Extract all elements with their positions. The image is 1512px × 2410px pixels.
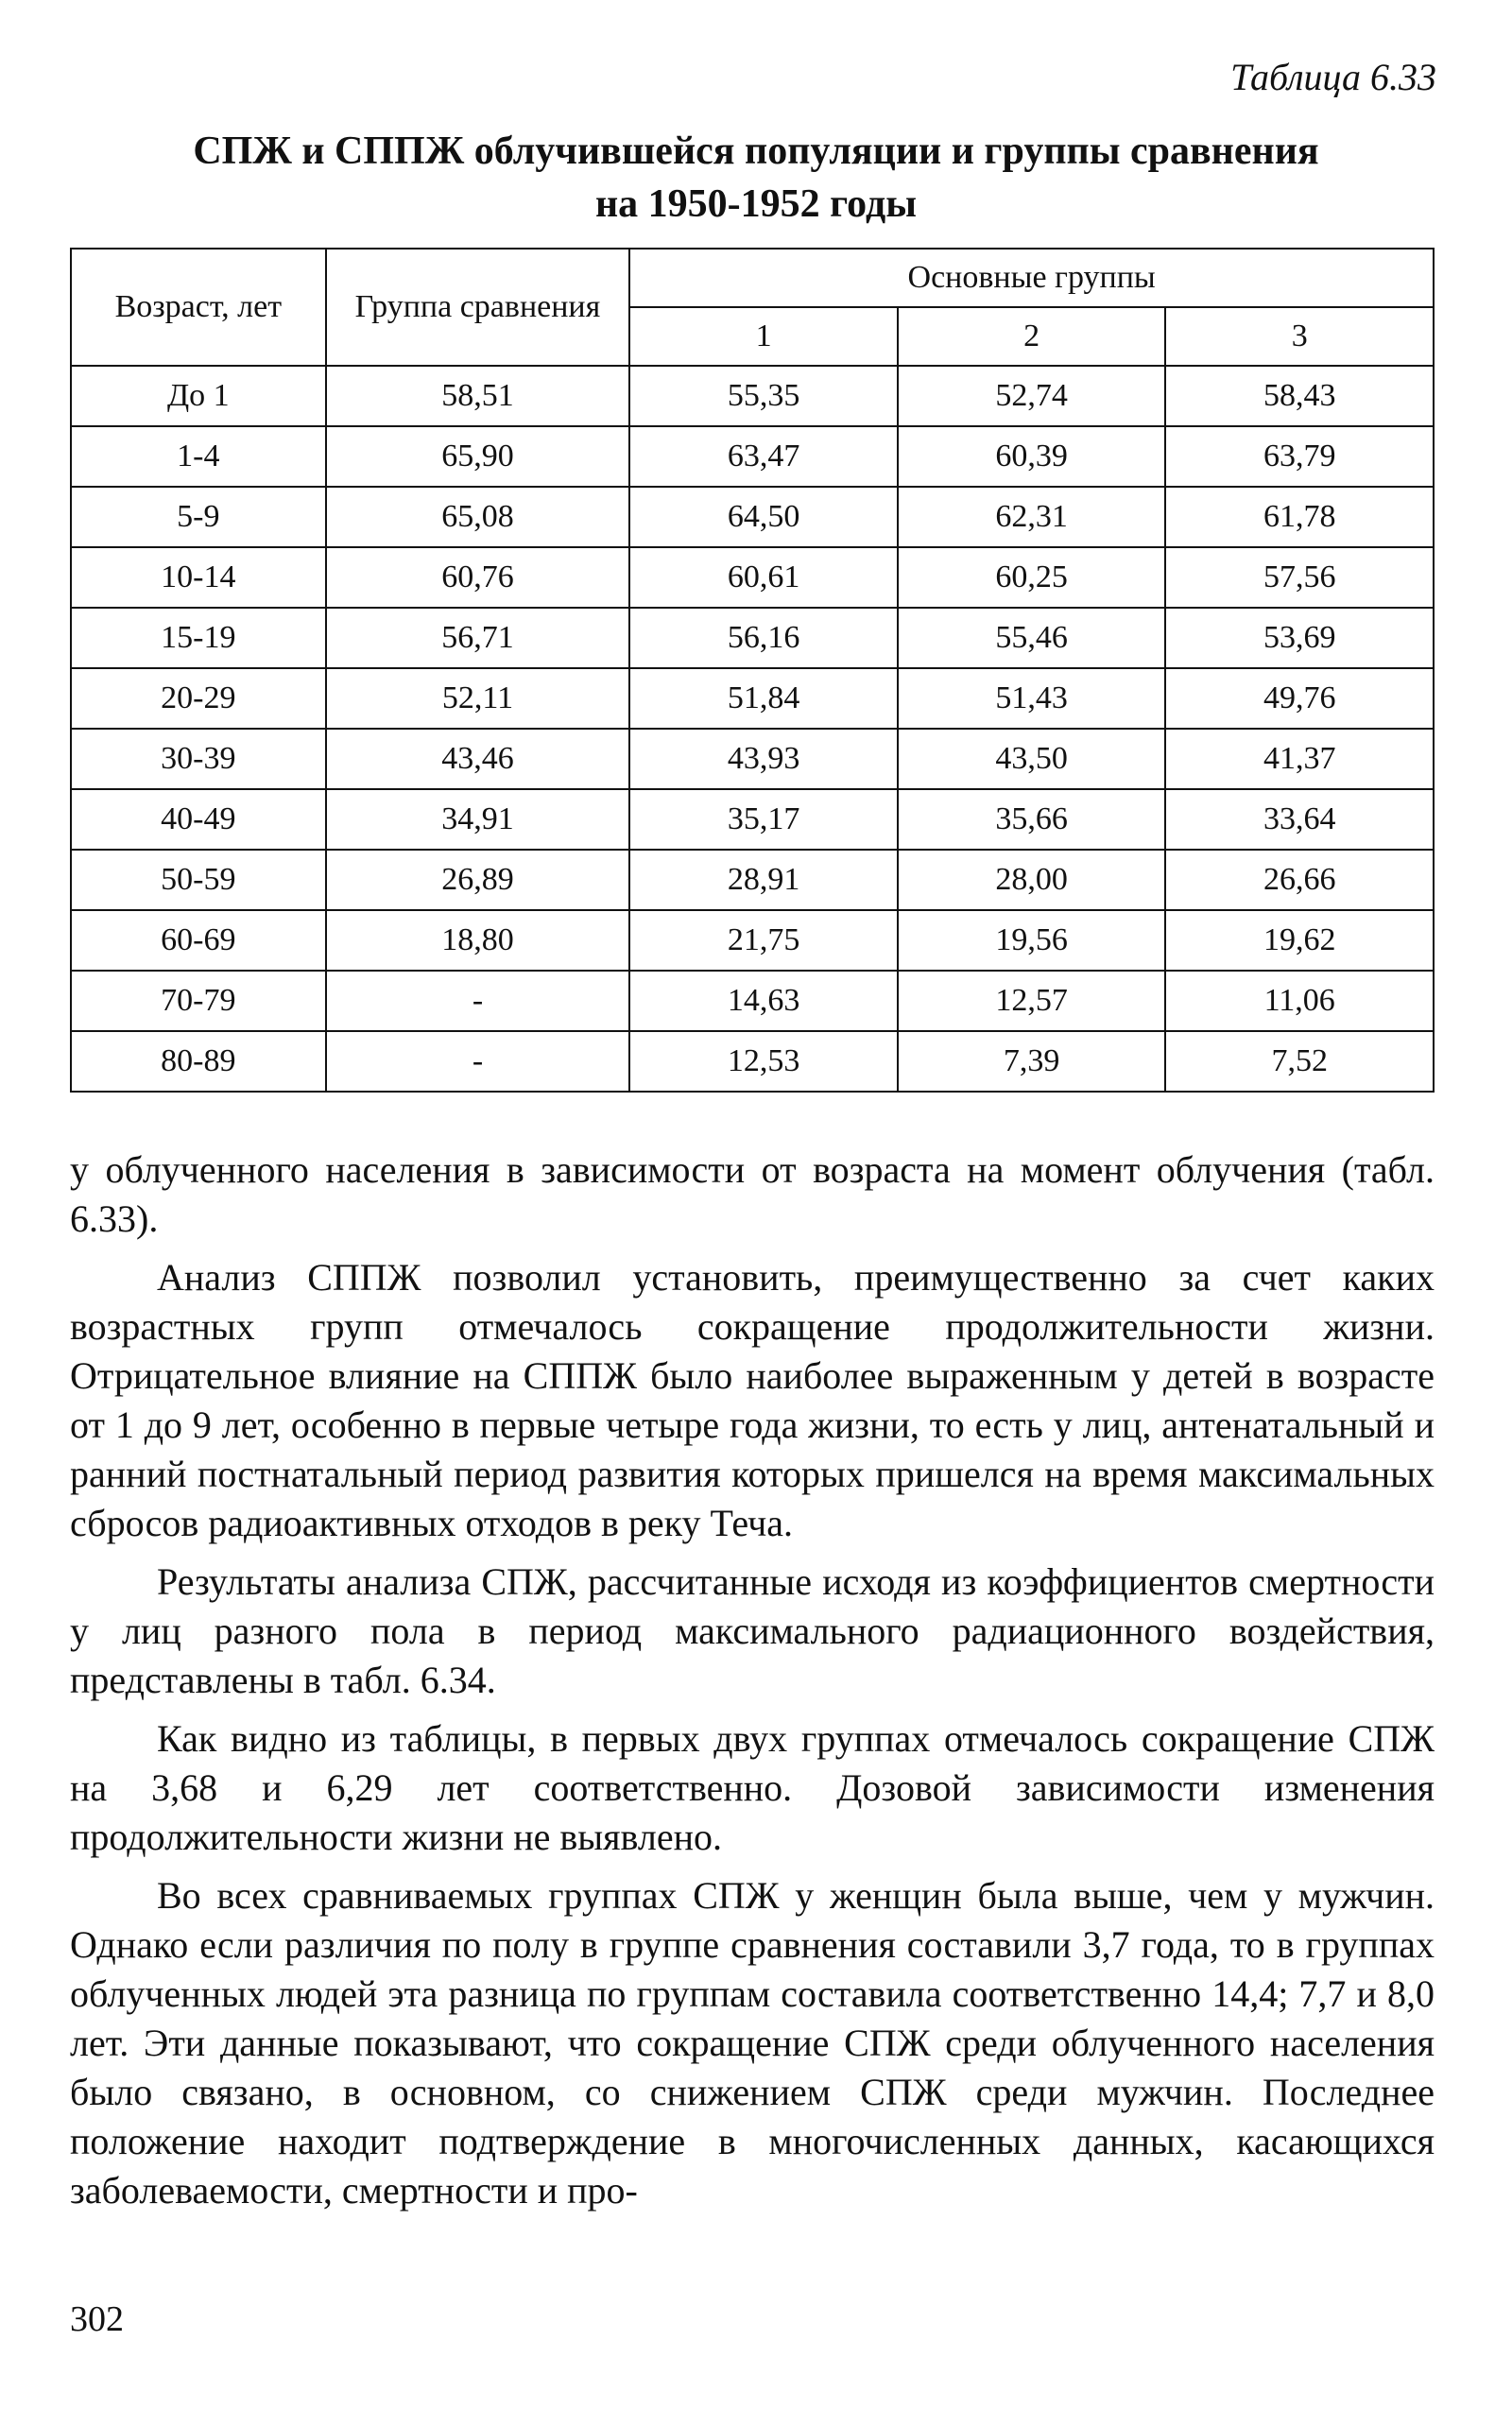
value-cell: 62,31 <box>898 487 1166 547</box>
value-cell: 65,08 <box>326 487 630 547</box>
table-row <box>71 1031 1434 1092</box>
value-cell: 52,74 <box>898 366 1166 426</box>
table-row <box>71 850 1434 910</box>
header-main-groups: Основные группы <box>629 249 1434 307</box>
table-row <box>71 668 1434 729</box>
value-cell: 14,63 <box>629 971 898 1031</box>
header-comparison-group: Группа сравнения <box>326 249 630 366</box>
paragraph: Как видно из таблицы, в первых двух группах отмечалось сокращение СПЖ на 3,68 и 6,29 лет соответственно. Дозовой зависимости изменения продолжительности жизни не выявлено. <box>70 1717 1435 1858</box>
value-cell: 33,64 <box>1165 789 1434 850</box>
table-row <box>71 487 1434 547</box>
age-cell: 15-19 <box>71 608 326 668</box>
age-cell: 70-79 <box>71 971 326 1031</box>
table-title-line-1: СПЖ и СППЖ облучившейся популяции и группы сравнения <box>193 129 1319 173</box>
value-cell: 26,89 <box>326 850 630 910</box>
table-row <box>71 971 1434 1031</box>
value-cell: 60,76 <box>326 547 630 608</box>
table-row <box>71 426 1434 487</box>
table-label: Таблица 6.33 <box>1230 56 1436 98</box>
value-cell: 26,66 <box>1165 850 1434 910</box>
age-cell: До 1 <box>71 366 326 426</box>
value-cell: 28,00 <box>898 850 1166 910</box>
value-cell: 52,11 <box>326 668 630 729</box>
age-cell: 60-69 <box>71 910 326 971</box>
value-cell: 58,43 <box>1165 366 1434 426</box>
subheader-group-1: 1 <box>629 307 898 366</box>
value-cell: 56,71 <box>326 608 630 668</box>
value-cell: 34,91 <box>326 789 630 850</box>
paragraph: Анализ СППЖ позволил установить, преимущественно за счет каких возрастных групп отмечалось сокращение продолжительности жизни. Отрицательное влияние на СППЖ было наиболее выраженным у детей в возрасте от 1 до 9 лет, особенно в первые четыре года жизни, то есть у лиц, антенатальный и ранний постнатальный период развития которых пришелся на время максимальных сбросов радиоактивных отходов в реку Теча. <box>70 1256 1435 1544</box>
age-cell: 80-89 <box>71 1031 326 1092</box>
value-cell: 53,69 <box>1165 608 1434 668</box>
subheader-group-3: 3 <box>1165 307 1434 366</box>
value-cell: 60,61 <box>629 547 898 608</box>
age-cell: 40-49 <box>71 789 326 850</box>
value-cell: 61,78 <box>1165 487 1434 547</box>
value-cell: 19,56 <box>898 910 1166 971</box>
value-cell: 19,62 <box>1165 910 1434 971</box>
value-cell: 7,39 <box>898 1031 1166 1092</box>
value-cell: 49,76 <box>1165 668 1434 729</box>
value-cell: 12,53 <box>629 1031 898 1092</box>
value-cell: 64,50 <box>629 487 898 547</box>
value-cell: 18,80 <box>326 910 630 971</box>
age-cell: 1-4 <box>71 426 326 487</box>
paragraph: у облученного населения в зависимости от возраста на момент облучения (табл. 6.33). <box>70 1148 1435 1240</box>
table-row <box>71 910 1434 971</box>
age-cell: 10-14 <box>71 547 326 608</box>
value-cell: 65,90 <box>326 426 630 487</box>
value-cell: 41,37 <box>1165 729 1434 789</box>
value-cell: 28,91 <box>629 850 898 910</box>
value-cell: 12,57 <box>898 971 1166 1031</box>
table-row <box>71 366 1434 426</box>
header-age: Возраст, лет <box>71 249 326 366</box>
table-row <box>71 789 1434 850</box>
age-cell: 5-9 <box>71 487 326 547</box>
paragraph: Во всех сравниваемых группах СПЖ у женщин была выше, чем у мужчин. Однако если различия по полу в группе сравнения составили 3,7 года, то в группах облученных людей эта разница по группам составила соответственно 14,4; 7,7 и 8,0 лет. Эти данные показывают, что сокращение СПЖ среди облученного населения было связано, в основном, со снижением СПЖ среди мужчин. Последнее положение находит подтверждение в многочисленных данных, касающихся заболеваемости, смертности и про- <box>70 1874 1435 2212</box>
value-cell: 60,25 <box>898 547 1166 608</box>
value-cell: 58,51 <box>326 366 630 426</box>
value-cell: 57,56 <box>1165 547 1434 608</box>
value-cell: 60,39 <box>898 426 1166 487</box>
value-cell: 51,84 <box>629 668 898 729</box>
table-title <box>66 125 1446 231</box>
value-cell: 51,43 <box>898 668 1166 729</box>
paragraph: Результаты анализа СПЖ, рассчитанные исходя из коэффициентов смертности у лиц разного пола в период максимального радиационного воздействия, представлены в табл. 6.34. <box>70 1560 1435 1701</box>
table-row <box>71 729 1434 789</box>
value-cell: - <box>326 1031 630 1092</box>
table-row <box>71 608 1434 668</box>
value-cell: 35,66 <box>898 789 1166 850</box>
value-cell: 55,35 <box>629 366 898 426</box>
value-cell: 7,52 <box>1165 1031 1434 1092</box>
table-title-line-2: на 1950-1952 годы <box>594 182 918 226</box>
value-cell: - <box>326 971 630 1031</box>
age-cell: 20-29 <box>71 668 326 729</box>
age-cell: 50-59 <box>71 850 326 910</box>
page-number: 302 <box>70 2299 124 2339</box>
value-cell: 43,50 <box>898 729 1166 789</box>
table-row <box>71 547 1434 608</box>
value-cell: 21,75 <box>629 910 898 971</box>
value-cell: 63,79 <box>1165 426 1434 487</box>
value-cell: 35,17 <box>629 789 898 850</box>
value-cell: 63,47 <box>629 426 898 487</box>
value-cell: 43,46 <box>326 729 630 789</box>
value-cell: 11,06 <box>1165 971 1434 1031</box>
table-body <box>71 366 1434 1092</box>
data-table <box>70 248 1435 1093</box>
age-cell: 30-39 <box>71 729 326 789</box>
body-text <box>70 1145 1435 2225</box>
value-cell: 56,16 <box>629 608 898 668</box>
value-cell: 55,46 <box>898 608 1166 668</box>
value-cell: 43,93 <box>629 729 898 789</box>
subheader-group-2: 2 <box>898 307 1166 366</box>
